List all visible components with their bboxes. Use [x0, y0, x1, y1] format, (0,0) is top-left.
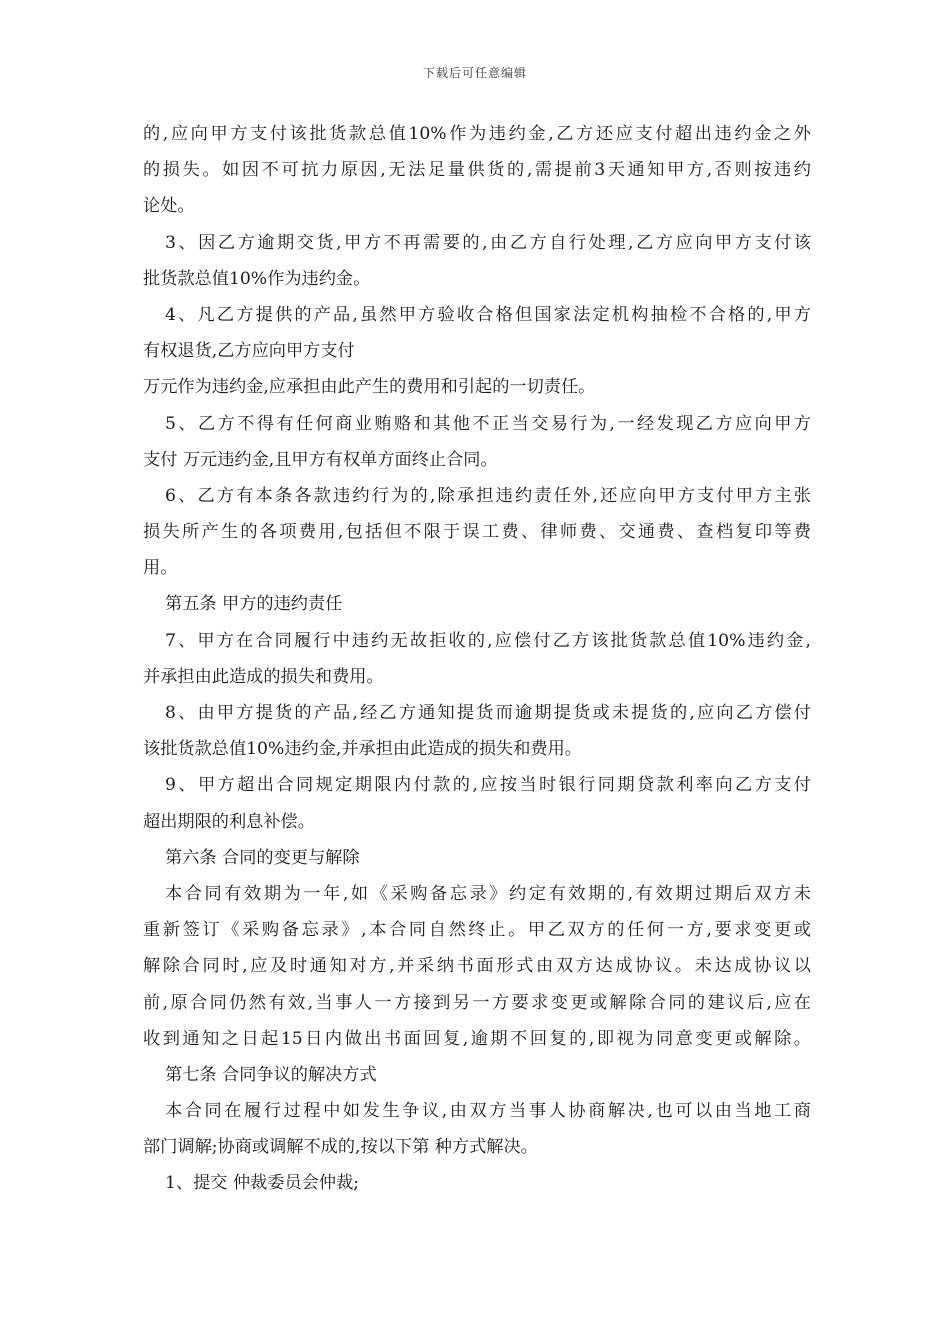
text-line: 收到通知之日起15日内做出书面回复,逾期不回复的,即视为同意变更或解除。 [143, 1028, 811, 1049]
text-line: 本合同有效期为一年,如《采购备忘录》约定有效期的,有效期过期后双方未 [165, 883, 811, 904]
text-line: 1、提交 仲裁委员会仲裁; [165, 1173, 360, 1194]
text-line: 支付 万元违约金,且甲方有权单方面终止合同。 [143, 449, 498, 470]
text-line: 的损失。如因不可抗力原因,无法足量供货的,需提前3天通知甲方,否则按违约 [143, 160, 811, 181]
text-line: 5、乙方不得有任何商业贿赂和其他不正当交易行为,一经发现乙方应向甲方 [165, 413, 811, 434]
text-line: 有权退货,乙方应向甲方支付 [143, 341, 355, 362]
text-line: 的,应向甲方支付该批货款总值10%作为违约金,乙方还应支付超出违约金之外 [143, 124, 811, 144]
text-line: 超出期限的利息补偿。 [143, 811, 315, 832]
section-heading: 第七条 合同争议的解决方式 [165, 1064, 377, 1085]
text-line: 该批货款总值10%违约金,并承担由此造成的损失和费用。 [143, 739, 582, 760]
text-line: 论处。 [143, 196, 195, 217]
text-line: 重新签订《采购备忘录》,本合同自然终止。甲乙双方的任何一方,要求变更或 [143, 920, 811, 941]
document-body [143, 116, 811, 1202]
text-line: 部门调解;协商或调解不成的,按以下第 种方式解决。 [143, 1137, 538, 1158]
text-line: 7、甲方在合同履行中违约无故拒收的,应偿付乙方该批货款总值10%违约金, [165, 630, 811, 651]
text-line: 4、凡乙方提供的产品,虽然甲方验收合格但国家法定机构抽检不合格的,甲方 [165, 304, 811, 325]
text-line: 8、由甲方提货的产品,经乙方通知提货而逾期提货或未提货的,应向乙方偿付 [165, 703, 811, 723]
section-heading: 第六条 合同的变更与解除 [165, 847, 360, 868]
text-line: 万元作为违约金,应承担由此产生的费用和引起的一切责任。 [143, 377, 596, 398]
text-line: 本合同在履行过程中如发生争议,由双方当事人协商解决,也可以由当地工商 [165, 1101, 811, 1122]
text-line: 解除合同时,应及时通知对方,并采纳书面形式由双方达成协议。未达成协议以 [143, 956, 811, 977]
text-line: 3、因乙方逾期交货,甲方不再需要的,由乙方自行处理,乙方应向甲方支付该 [165, 232, 811, 253]
text-line: 并承担由此造成的损失和费用。 [143, 666, 384, 687]
text-line: 用。 [143, 558, 178, 579]
text-line: 批货款总值10%作为违约金。 [143, 268, 371, 289]
text-line: 前,原合同仍然有效,当事人一方接到另一方要求变更或解除合同的建议后,应在 [143, 992, 811, 1013]
text-line: 9、甲方超出合同规定期限内付款的,应按当时银行同期贷款利率向乙方支付 [165, 775, 811, 796]
section-heading: 第五条 甲方的违约责任 [165, 594, 343, 615]
text-line: 6、乙方有本条各款违约行为的,除承担违约责任外,还应向甲方支付甲方主张 [165, 485, 811, 506]
page-header: 下载后可任意编辑 [422, 66, 527, 80]
text-line: 损失所产生的各项费用,包括但不限于误工费、律师费、交通费、查档复印等费 [143, 522, 811, 543]
